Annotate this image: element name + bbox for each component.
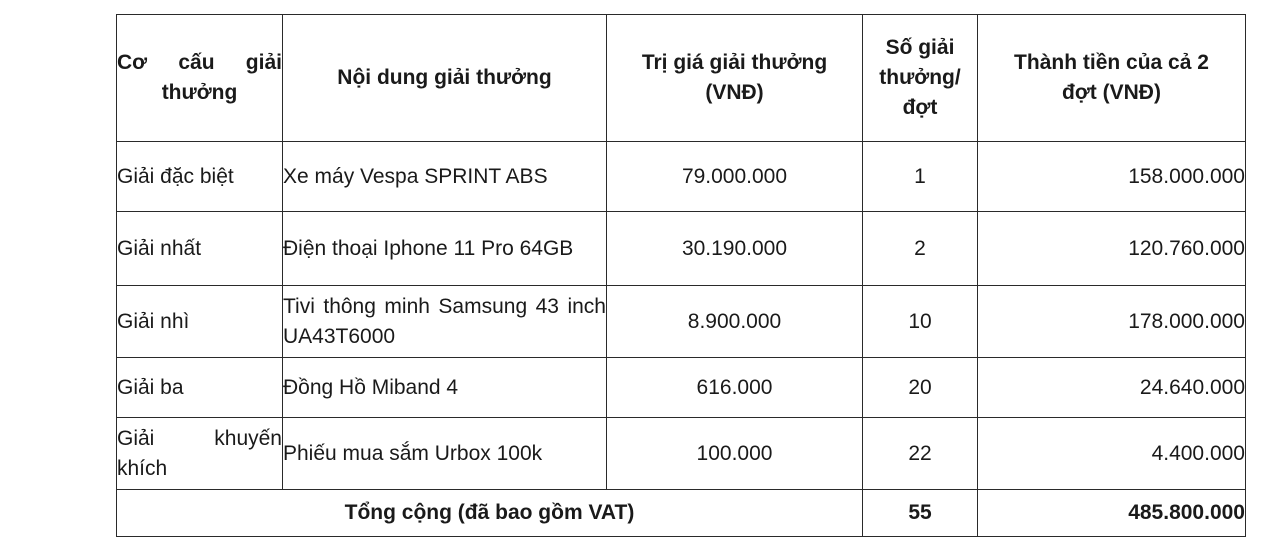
cell-content: Phiếu mua sắm Urbox 100k [283,418,607,490]
table-row [117,418,1246,490]
cell-count: 20 [863,358,978,418]
cell-total: 4.400.000 [978,418,1246,490]
cell-structure: Giải nhì [117,286,283,358]
cell-value: 616.000 [607,358,863,418]
cell-value: 79.000.000 [607,142,863,212]
header-value: Trị giá giải thưởng (VNĐ) [607,15,863,142]
cell-structure: Giải đặc biệt [117,142,283,212]
cell-structure: Giải nhất [117,212,283,286]
header-total: Thành tiền của cả 2 đợt (VNĐ) [978,15,1246,142]
cell-content: Xe máy Vespa SPRINT ABS [283,142,607,212]
cell-structure: Giải ba [117,358,283,418]
table-row [117,286,1246,358]
cell-content: Đồng Hồ Miband 4 [283,358,607,418]
table-row [117,212,1246,286]
cell-total: 178.000.000 [978,286,1246,358]
header-structure: Cơ cấu giải thưởng [117,15,283,142]
cell-total: 120.760.000 [978,212,1246,286]
total-label: Tổng cộng (đã bao gồm VAT) [117,490,863,537]
header-content: Nội dung giải thưởng [283,15,607,142]
table-total-row [117,490,1246,537]
cell-value: 8.900.000 [607,286,863,358]
cell-content: Tivi thông minh Samsung 43 inch UA43T6000 [283,286,607,358]
cell-content: Điện thoại Iphone 11 Pro 64GB [283,212,607,286]
table-header-row [117,15,1246,142]
cell-count: 10 [863,286,978,358]
cell-total: 158.000.000 [978,142,1246,212]
prize-table [116,14,1246,537]
cell-count: 1 [863,142,978,212]
cell-total: 24.640.000 [978,358,1246,418]
cell-count: 2 [863,212,978,286]
table-row [117,142,1246,212]
total-count: 55 [863,490,978,537]
cell-value: 30.190.000 [607,212,863,286]
cell-count: 22 [863,418,978,490]
header-count: Số giải thưởng/ đợt [863,15,978,142]
total-amount: 485.800.000 [978,490,1246,537]
table-row [117,358,1246,418]
cell-structure: Giải khuyến khích [117,418,283,490]
cell-value: 100.000 [607,418,863,490]
